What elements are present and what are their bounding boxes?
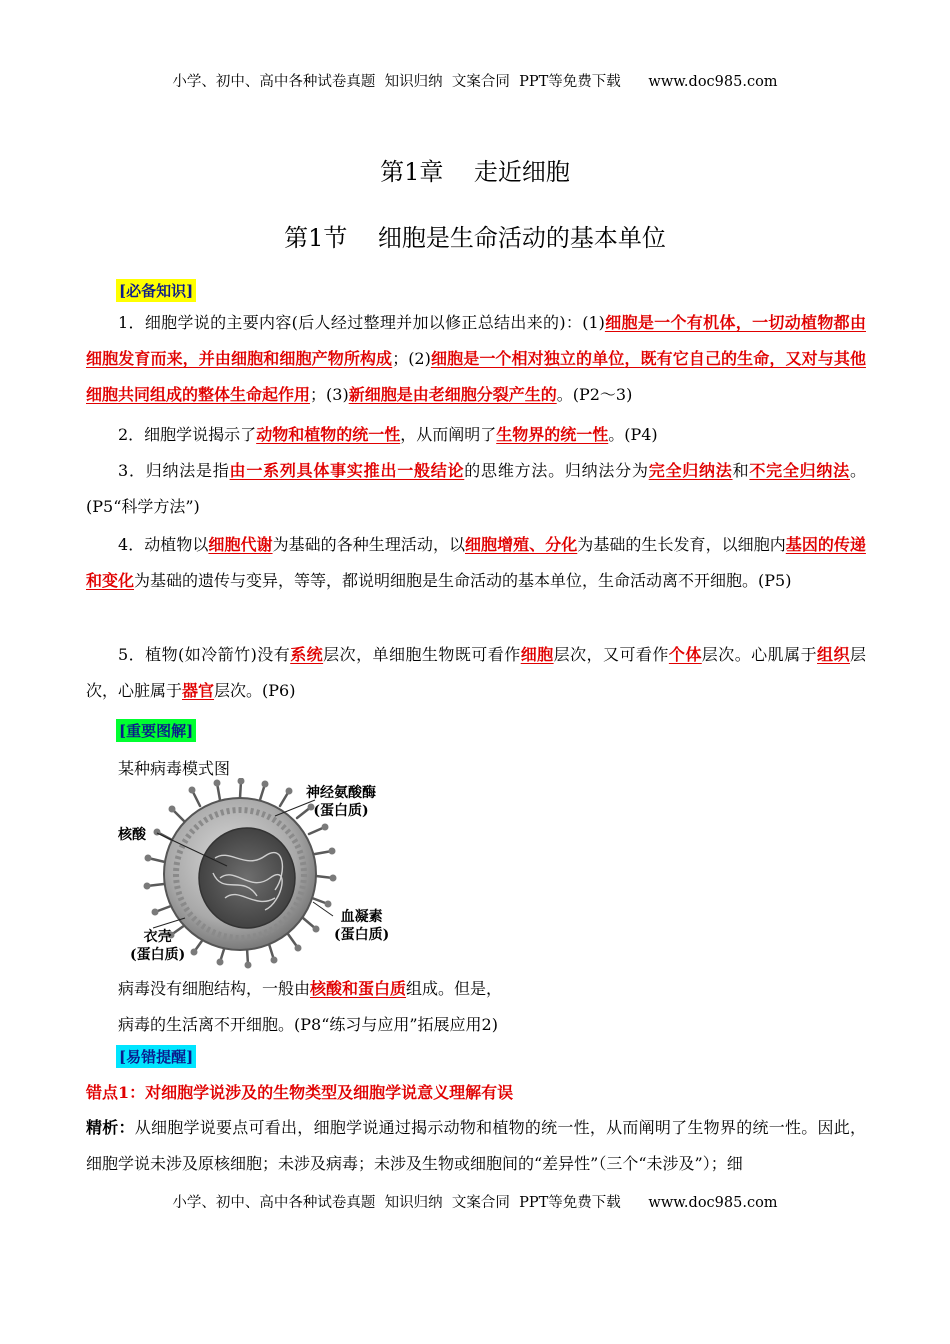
paragraph-4: 4．动植物以细胞代谢为基础的各种生理活动，以细胞增殖、分化为基础的生长发育，以细胞内基因的传递和变化为基础的遗传与变异，等等，都说明细胞是生命活动的基本单位，生命活动离不开细胞。(P5): [86, 535, 866, 590]
label-neuraminidase: 神经氨酸酶 (蛋白质): [306, 785, 376, 819]
virus-note-line-2: 病毒的生活离不开细胞。(P8“练习与应用”拓展应用2): [118, 1015, 498, 1034]
analysis-paragraph: 精析：从细胞学说要点可看出，细胞学说通过揭示动物和植物的统一性，从而阐明了生物界的统一性。因此，细胞学说未涉及原核细胞；未涉及病毒；未涉及生物或细胞间的“差异性”（三个“未涉及”）；细: [86, 1118, 866, 1173]
figure-caption: 某种病毒模式图: [118, 759, 231, 778]
paragraph-2: 2．细胞学说揭示了动物和植物的统一性，从而阐明了生物界的统一性。(P4): [118, 425, 658, 444]
label-capsid: 衣壳 (蛋白质): [130, 929, 186, 963]
paragraph-3: 3．归纳法是指由一系列具体事实推出一般结论的思维方法。归纳法分为完全归纳法和不完全归纳法。(P5“科学方法”): [86, 461, 866, 516]
error-point-1: 错点1：对细胞学说涉及的生物类型及细胞学说意义理解有误: [86, 1083, 514, 1102]
section-title: 第1节 细胞是生命活动的基本单位: [284, 224, 666, 252]
chapter-title: 第1章 走近细胞: [380, 158, 570, 186]
paragraph-5: 5．植物(如冷箭竹)没有系统层次，单细胞生物既可看作细胞层次，又可看作个体层次。心肌属于组织层次，心脏属于器官层次。(P6): [86, 645, 866, 700]
tag-key-diagram: [重要图解]: [116, 719, 196, 742]
label-hemagglutinin: 血凝素 (蛋白质): [334, 909, 390, 943]
tag-common-mistakes: [易错提醒]: [116, 1045, 196, 1068]
tag-essential-knowledge: [必备知识]: [116, 279, 196, 302]
page-header: 小学、初中、高中各种试卷真题 知识归纳 文案合同 PPT等免费下载 www.doc985.com: [172, 74, 778, 90]
page-footer: 小学、初中、高中各种试卷真题 知识归纳 文案合同 PPT等免费下载 www.doc985.com: [172, 1195, 778, 1211]
virus-note-line-1: 病毒没有细胞结构，一般由核酸和蛋白质组成。但是，: [118, 979, 503, 998]
paragraph-1: 1．细胞学说的主要内容(后人经过整理并加以修正总结出来的)：(1)细胞是一个有机体，一切动植物都由细胞发育而来，并由细胞和细胞产物所构成；(2)细胞是一个相对独立的单位，既有它自己的生命，又对与其他细胞共同组成的整体生命起作用；(3)新细胞是由老细胞分裂产生的。(P2～3): [86, 313, 866, 404]
label-nucleic-acid: 核酸: [118, 827, 146, 843]
